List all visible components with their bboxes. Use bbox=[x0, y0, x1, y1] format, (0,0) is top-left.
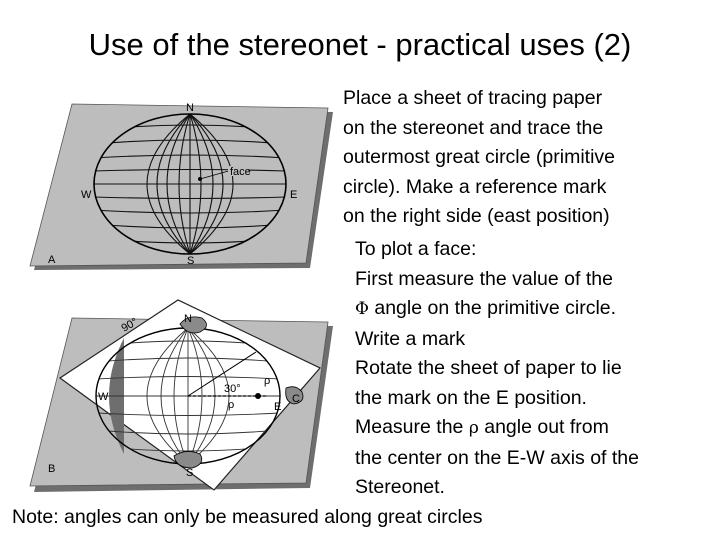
plot-face-line: To plot a face: bbox=[355, 238, 477, 260]
panel-a bbox=[30, 102, 333, 270]
paragraph-tracing-line: outermost great circle (primitive bbox=[343, 146, 615, 168]
south-label-a: S bbox=[187, 255, 195, 267]
north-label-b: N bbox=[184, 313, 192, 325]
paragraph-tracing bbox=[343, 84, 615, 232]
west-label-b: W bbox=[98, 391, 109, 403]
face-label: face bbox=[230, 166, 251, 178]
note-text: Note: angles can only be measured along great circles bbox=[12, 506, 483, 528]
plot-face-line: the center on the E-W axis of the bbox=[355, 446, 639, 469]
plot-face-line: the mark on the E position. bbox=[355, 386, 587, 409]
paragraph-tracing-line: on the right side (east position) bbox=[343, 205, 610, 227]
c-label: C bbox=[292, 393, 300, 405]
east-label-a: E bbox=[290, 189, 298, 201]
paragraph-plot-face bbox=[355, 235, 639, 503]
plot-face-text: angle on the primitive circle. bbox=[368, 297, 617, 319]
plot-face-line: Stereonet. bbox=[355, 476, 445, 498]
panel-b bbox=[30, 300, 333, 492]
phi-symbol: Φ bbox=[355, 299, 369, 319]
rho-symbol: ρ bbox=[468, 418, 479, 438]
rho-label-2: ρ bbox=[264, 375, 271, 387]
paragraph-tracing-line: Place a sheet of tracing paper bbox=[343, 87, 603, 109]
south-label-b: S bbox=[186, 467, 194, 479]
panel-a-label: A bbox=[48, 254, 56, 266]
plot-face-line: First measure the value of the bbox=[355, 267, 613, 290]
plot-face-line: Rotate the sheet of paper to lie bbox=[355, 357, 622, 379]
stereonet-figure bbox=[28, 100, 343, 500]
slide-title: Use of the stereonet - practical uses (2) bbox=[88, 27, 632, 62]
north-label-a: N bbox=[186, 102, 194, 114]
angle-label-30: 30° bbox=[224, 383, 241, 395]
paragraph-tracing-line: circle). Make a reference mark bbox=[343, 175, 607, 198]
rho-label-1: ρ bbox=[228, 399, 235, 411]
plot-face-line bbox=[355, 294, 639, 325]
plot-face-text: Measure the bbox=[355, 416, 469, 438]
plot-face-text: angle out from bbox=[478, 416, 609, 438]
east-label-b: E bbox=[274, 401, 282, 413]
paragraph-tracing-line: on the stereonet and trace the bbox=[343, 116, 604, 139]
panel-b-label: B bbox=[48, 463, 56, 475]
plot-face-line: Write a mark bbox=[355, 327, 466, 350]
west-label-a: W bbox=[81, 189, 92, 201]
angle-label-90: 90° bbox=[119, 315, 140, 335]
plot-face-line bbox=[355, 413, 639, 444]
